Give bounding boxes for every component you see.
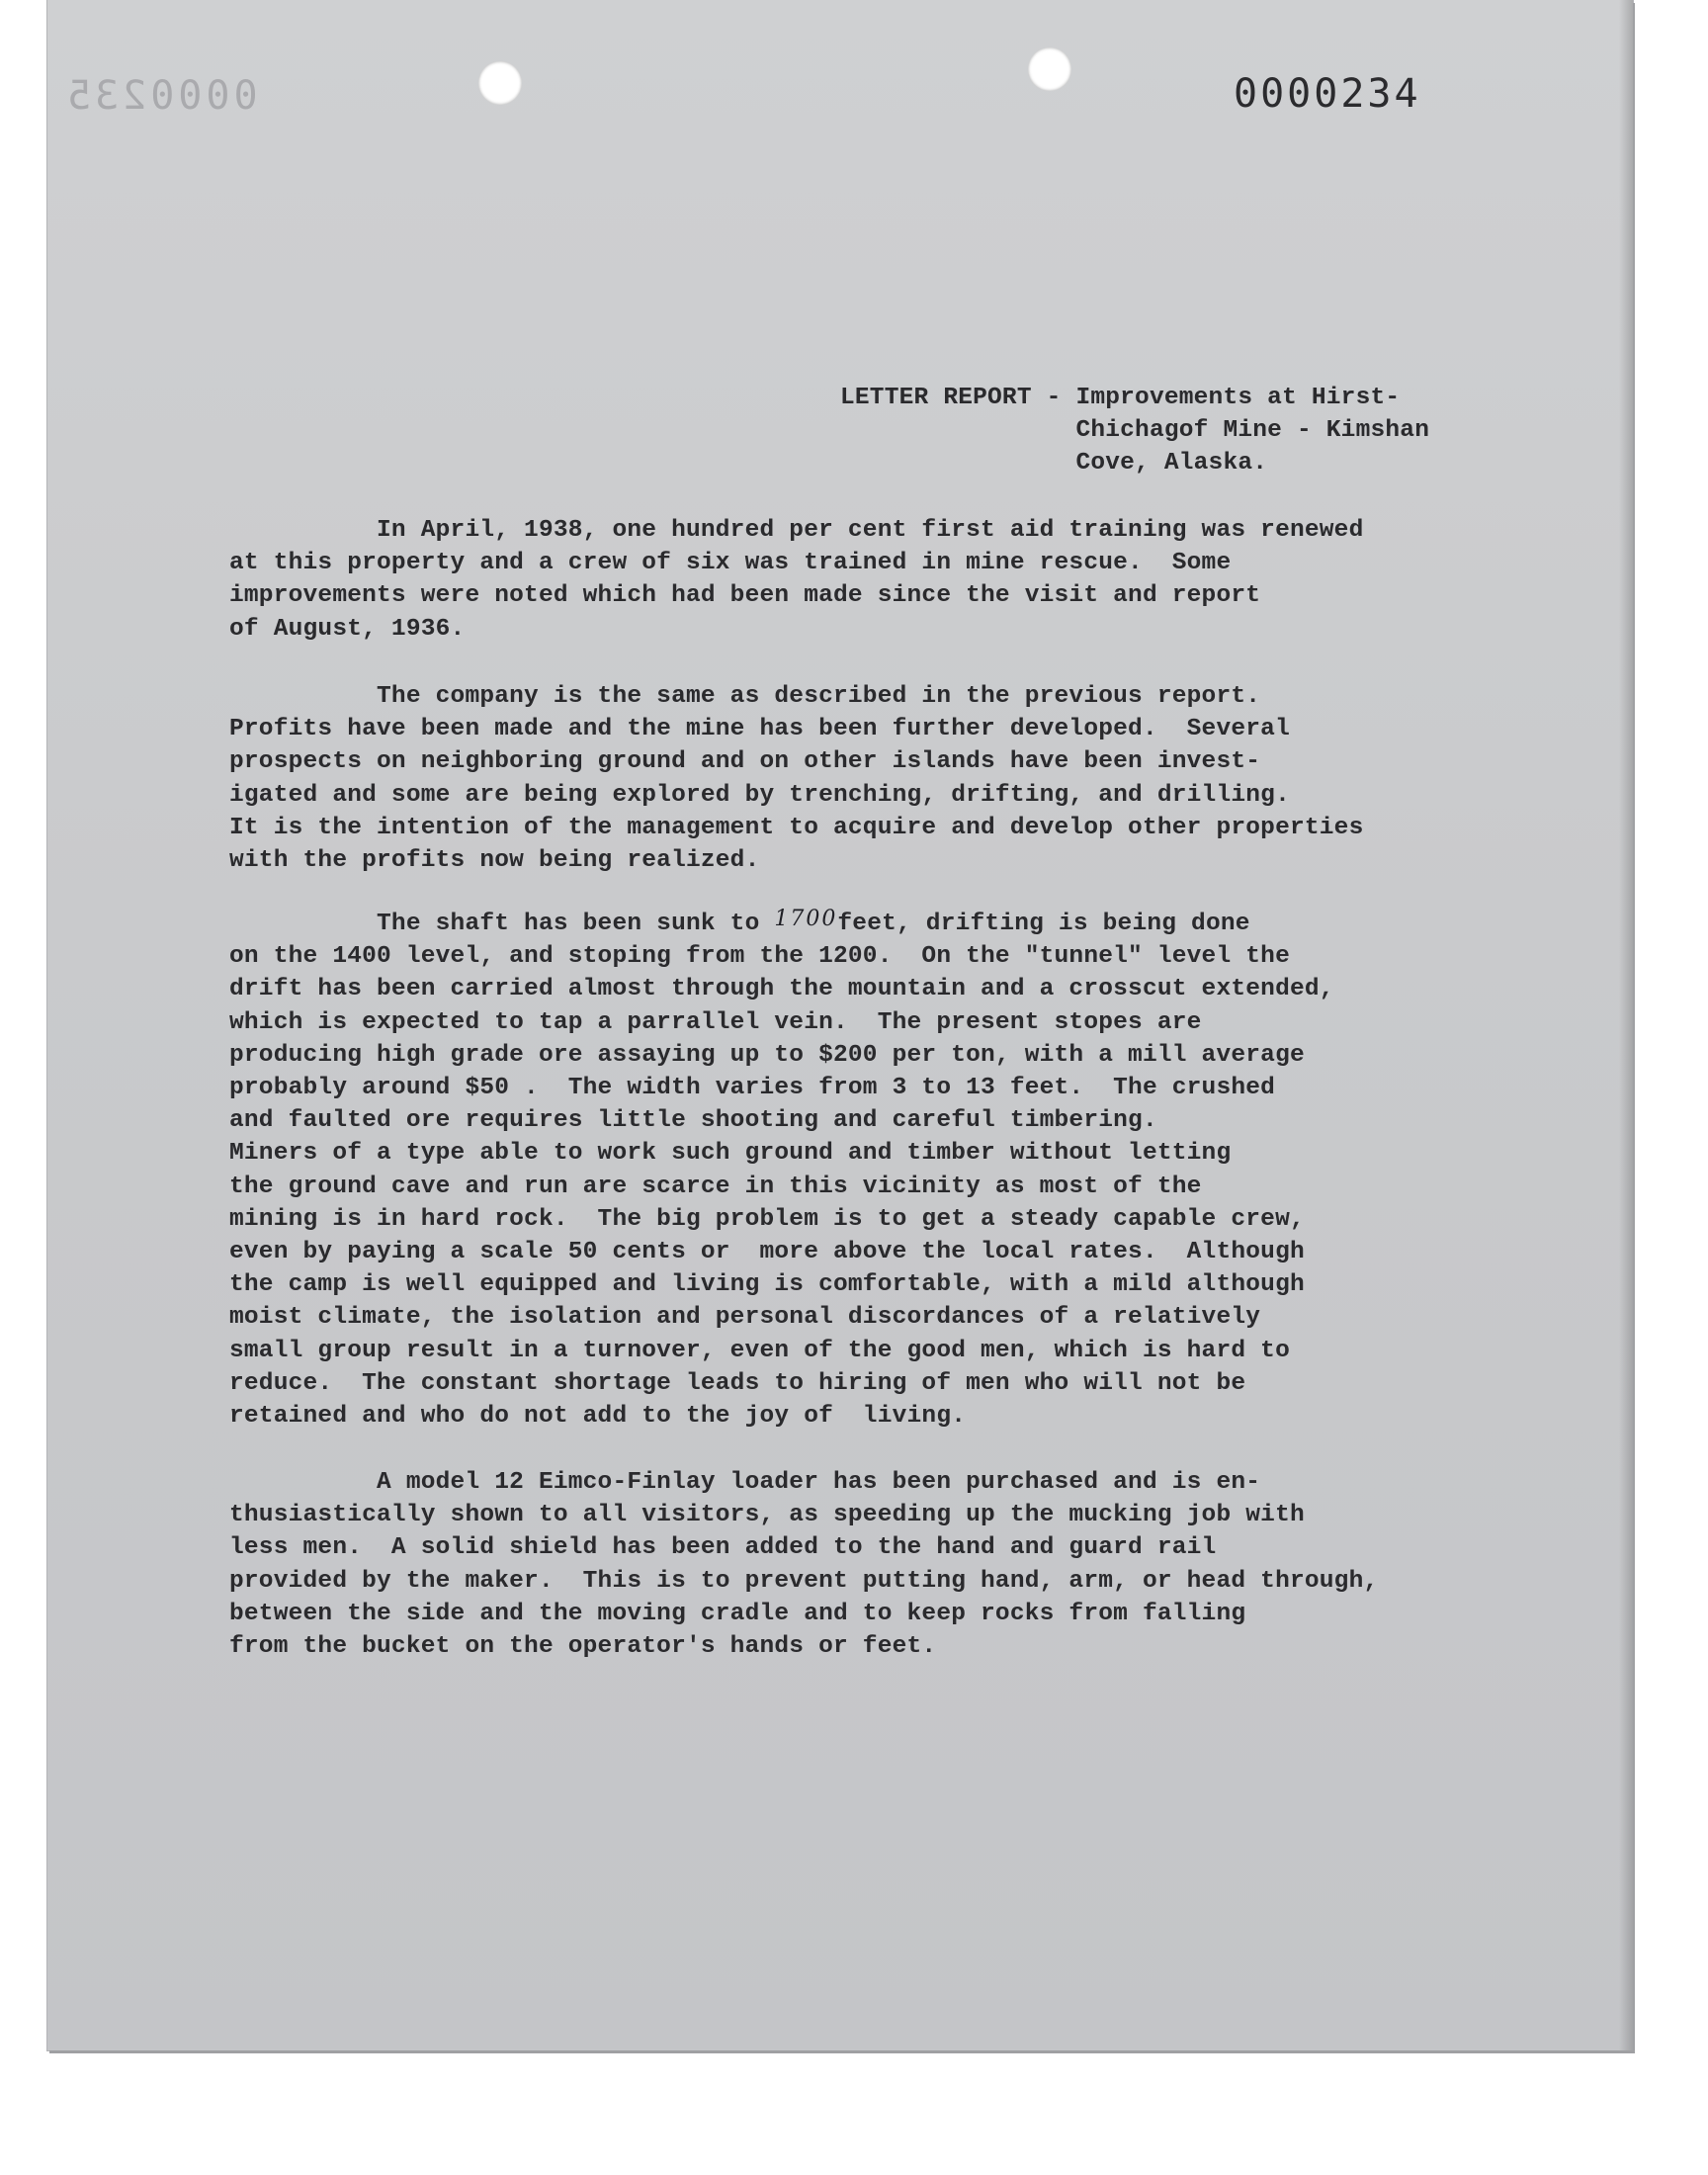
text-line: mining is in hard rock. The big problem is to get a steady capable crew, — [229, 1205, 1305, 1233]
text-line: drift has been carried almost through the mountain and a crosscut extended, — [229, 976, 1334, 1003]
text-line: retained and who do not add to the joy of living. — [229, 1403, 967, 1431]
punch-hole-left — [478, 61, 522, 105]
page-number-stamp: 0000234 — [1234, 71, 1421, 117]
heading-line: Chichagof Mine - Kimshan — [840, 417, 1430, 445]
text-line: It is the intention of the management to acquire and develop other properties — [229, 814, 1364, 841]
text-line: producing high grade ore assaying up to $200 per ton, with a mill average — [229, 1041, 1305, 1069]
text-line: at this property and a crew of six was trained in mine rescue. Some — [229, 550, 1232, 577]
text-line: igated and some are being explored by trenching, drifting, and drilling. — [229, 781, 1290, 809]
paragraph-company — [229, 680, 1363, 877]
bleed-through-page-number: 0000235 — [63, 73, 258, 119]
text-line: Profits have been made and the mine has been further developed. Several — [229, 716, 1290, 743]
text-line: prospects on neighboring ground and on other islands have been invest- — [229, 748, 1261, 776]
text-line: Miners of a type able to work such ground and timber without letting — [229, 1140, 1232, 1168]
text-line: The company is the same as described in the previous report. — [229, 683, 1261, 710]
text-line: and faulted ore requires little shooting and careful timbering. — [229, 1107, 1157, 1135]
text-line: provided by the maker. This is to prevent putting hand, arm, or head through, — [229, 1567, 1379, 1595]
text-line: In April, 1938, one hundred per cent first aid training was renewed — [229, 517, 1364, 544]
text-line: improvements were noted which had been made since the visit and report — [229, 582, 1261, 610]
text-line: with the profits now being realized. — [229, 847, 760, 875]
text-line: reduce. The constant shortage leads to hiring of men who will not be — [229, 1369, 1246, 1397]
paragraph-first-aid-training — [229, 514, 1363, 646]
punch-hole-right — [1028, 47, 1071, 91]
text-fragment: feet, drifting is being done — [837, 911, 1250, 937]
paragraph-loader — [229, 1466, 1378, 1663]
text-line: small group result in a turnover, even of the good men, which is hard to — [229, 1337, 1290, 1364]
heading-line: Cove, Alaska. — [840, 450, 1268, 478]
text-line: thusiastically shown to all visitors, as speeding up the mucking job with — [229, 1502, 1305, 1529]
text-line-with-handwritten-value — [229, 907, 1334, 940]
text-line: A model 12 Eimco-Finlay loader has been purchased and is en- — [229, 1469, 1261, 1496]
text-line: even by paying a scale 50 cents or more above the local rates. Although — [229, 1239, 1305, 1266]
text-line: of August, 1936. — [229, 615, 466, 643]
text-line: on the 1400 level, and stoping from the 1200. On the "tunnel" level the — [229, 943, 1290, 971]
text-line: the camp is well equipped and living is comfortable, with a mild although — [229, 1271, 1305, 1299]
text-line: which is expected to tap a parrallel vein. The present stopes are — [229, 1008, 1202, 1036]
text-fragment: The shaft has been sunk to — [229, 911, 775, 937]
paragraph-shaft-and-crew — [229, 907, 1334, 1433]
heading-line: LETTER REPORT - Improvements at Hirst- — [840, 385, 1401, 411]
report-heading — [840, 382, 1429, 480]
handwritten-depth-value: 1700 — [774, 907, 838, 931]
text-line: between the side and the moving cradle and to keep rocks from falling — [229, 1600, 1246, 1627]
text-line: probably around $50 . The width varies from 3 to 13 feet. The crushed — [229, 1075, 1276, 1102]
paper-edge-shadow — [1619, 0, 1633, 2050]
text-line: from the bucket on the operator's hands or feet. — [229, 1633, 937, 1661]
text-line: less men. A solid shield has been added to the hand and guard rail — [229, 1534, 1217, 1562]
text-line: moist climate, the isolation and personal discordances of a relatively — [229, 1304, 1261, 1332]
text-line: the ground cave and run are scarce in this vicinity as most of the — [229, 1173, 1202, 1200]
